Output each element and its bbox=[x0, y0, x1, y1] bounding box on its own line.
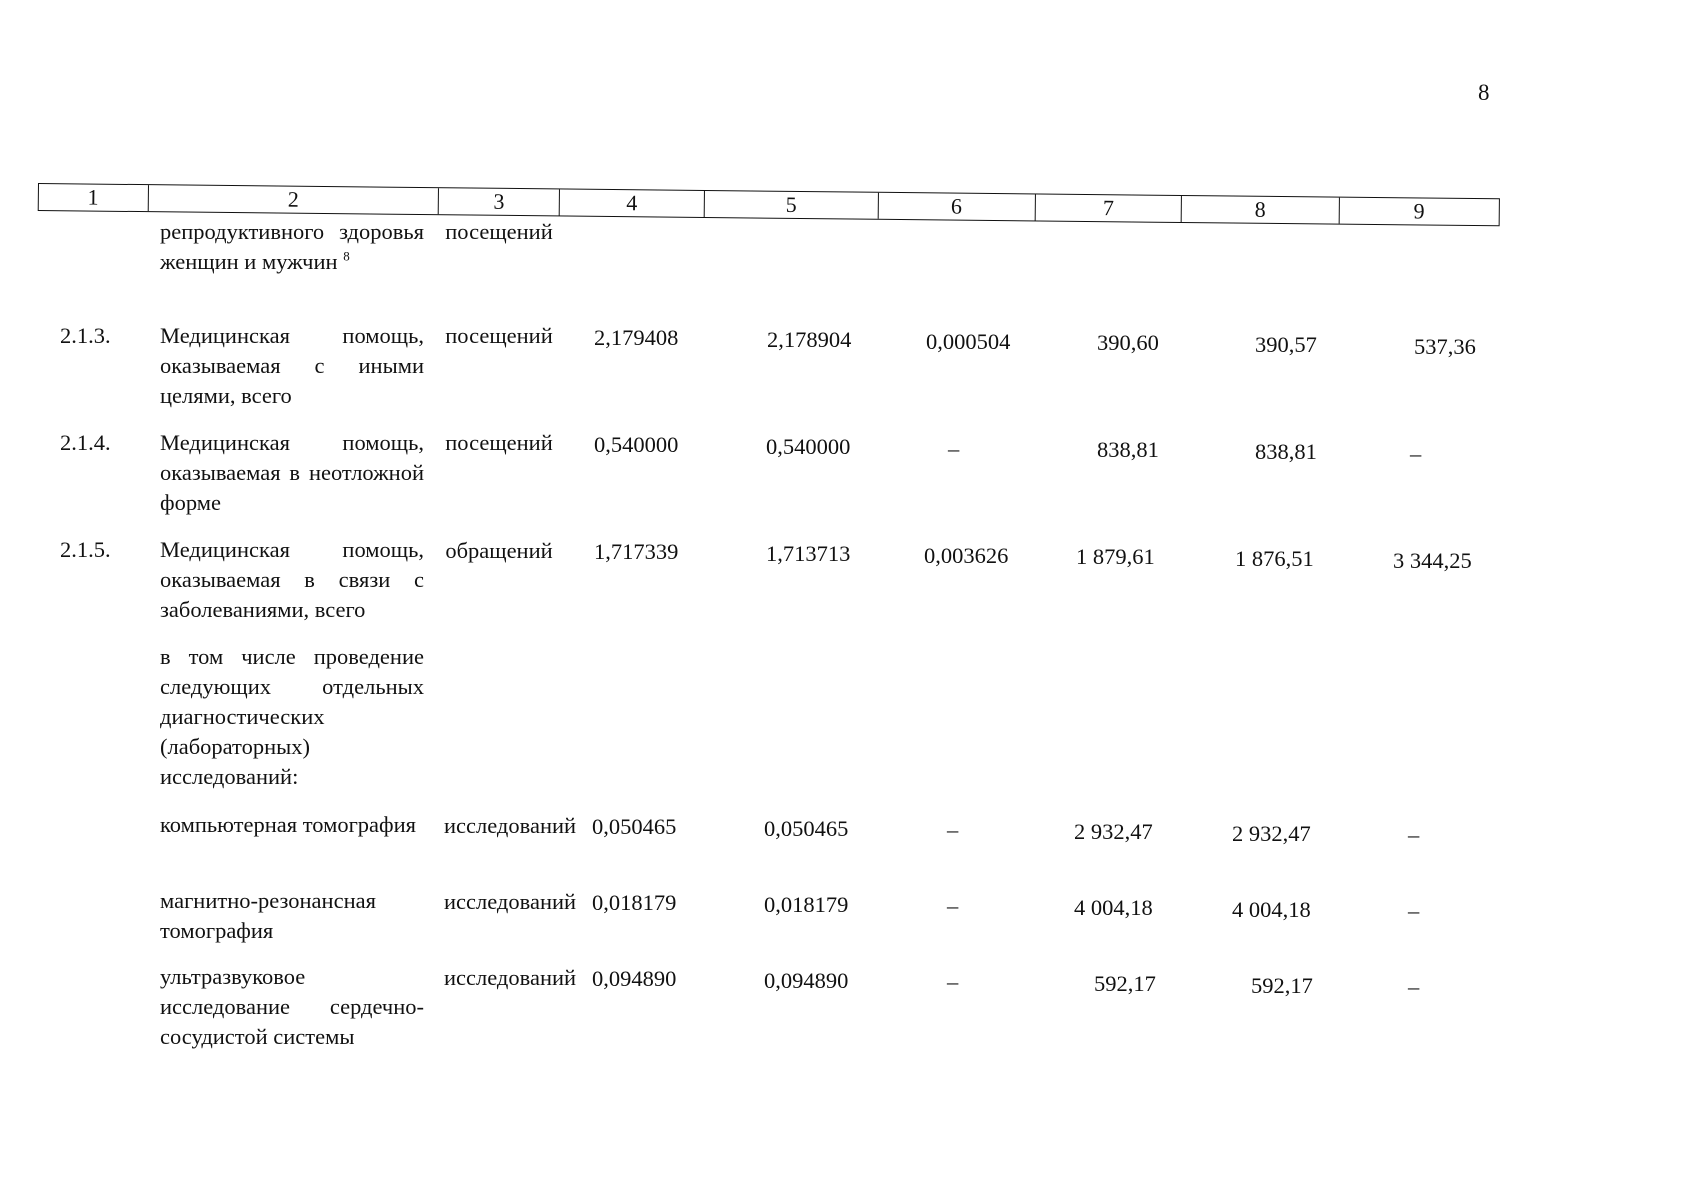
table-row-7-col6: – bbox=[947, 969, 959, 994]
header-col-7: 7 bbox=[1036, 194, 1183, 222]
table-row-5-col6: – bbox=[947, 817, 959, 842]
header-col-2: 2 bbox=[148, 185, 439, 214]
table-row-2-col8: 838,81 bbox=[1255, 439, 1317, 464]
table-row-6-col7: 4 004,18 bbox=[1074, 895, 1153, 920]
table-row-5-col9: – bbox=[1408, 822, 1420, 847]
table-row-1-code: 2.1.3. bbox=[60, 323, 111, 348]
table-row-3-unit: обращений bbox=[445, 538, 553, 563]
table-row-0-unit: посещений bbox=[445, 219, 553, 244]
table-row-2-col9: – bbox=[1410, 441, 1422, 466]
table-row-2-code: 2.1.4. bbox=[60, 430, 111, 455]
table-row-1-description: Медицинская помощь, оказываемая с иными целями, всего bbox=[160, 323, 424, 408]
table-row-1-col5: 2,178904 bbox=[767, 327, 852, 352]
table-row-3-col4: 1,717339 bbox=[594, 539, 679, 564]
table-row-3-col8: 1 876,51 bbox=[1235, 546, 1314, 571]
table-row-0-description: репродуктивного здоровья женщин и мужчин $^8$ bbox=[160, 219, 424, 274]
table-row-1-col4: 2,179408 bbox=[594, 325, 679, 350]
header-col-5: 5 bbox=[705, 191, 879, 219]
table-row-5-description: компьютерная томография bbox=[160, 812, 417, 837]
table-row-6-description: магнитно-резонансная томография bbox=[160, 888, 376, 943]
table-row-2-col6: – bbox=[948, 436, 960, 461]
table-row-7-col8: 592,17 bbox=[1251, 973, 1313, 998]
table-row-5-unit: исследований bbox=[444, 813, 577, 838]
table-row-7-unit: исследований bbox=[444, 965, 577, 990]
table-row-6-col9: – bbox=[1408, 898, 1420, 923]
table-row-3-col9: 3 344,25 bbox=[1393, 548, 1472, 573]
header-col-3: 3 bbox=[439, 188, 560, 215]
table-row-4-description: в том числе проведение следующих отдельных диагностических (лабораторных) исследований: bbox=[160, 644, 424, 789]
table-row-5-col5: 0,050465 bbox=[764, 816, 849, 841]
header-col-6: 6 bbox=[878, 193, 1036, 221]
table-row-7-description: ультразвуковое исследование сердечно-сосудистой системы bbox=[160, 964, 424, 1049]
header-col-1: 1 bbox=[39, 184, 149, 211]
header-col-9: 9 bbox=[1413, 198, 1425, 224]
footnote-ref: 8 bbox=[343, 248, 350, 264]
table-row-5-col4: 0,050465 bbox=[592, 814, 677, 839]
table-row-1-unit: посещений bbox=[445, 323, 553, 348]
table-row-6-col8: 4 004,18 bbox=[1232, 897, 1311, 922]
table-row-1-col7: 390,60 bbox=[1097, 330, 1159, 355]
table-row-7-col4: 0,094890 bbox=[592, 966, 677, 991]
table-row-1-col8: 390,57 bbox=[1255, 332, 1317, 357]
table-row-6-col4: 0,018179 bbox=[592, 890, 677, 915]
table-row-1-col9: 537,36 bbox=[1414, 334, 1476, 359]
table-row-5-col7: 2 932,47 bbox=[1074, 819, 1153, 844]
table-row-7-col5: 0,094890 bbox=[764, 968, 849, 993]
table-row-7-col9: – bbox=[1408, 974, 1420, 999]
table-row-2-unit: посещений bbox=[445, 430, 553, 455]
table-row-5-col8: 2 932,47 bbox=[1232, 821, 1311, 846]
table-row-3-code: 2.1.5. bbox=[60, 537, 111, 562]
page-number: 8 bbox=[1478, 80, 1490, 105]
table-row-2-col7: 838,81 bbox=[1097, 437, 1159, 462]
header-col-8: 8 bbox=[1182, 196, 1340, 224]
table-row-2-description: Медицинская помощь, оказываемая в неотложной форме bbox=[160, 430, 424, 515]
table-row-3-col7: 1 879,61 bbox=[1076, 544, 1155, 569]
table-row-7-col7: 592,17 bbox=[1094, 971, 1156, 996]
table-row-2-col4: 0,540000 bbox=[594, 432, 679, 457]
table-row-3-description: Медицинская помощь, оказываемая в связи с заболеваниями, всего bbox=[160, 537, 424, 622]
table-row-6-unit: исследований bbox=[444, 889, 577, 914]
table-row-1-col6: 0,000504 bbox=[926, 329, 1011, 354]
header-col-4: 4 bbox=[560, 189, 706, 217]
table-row-3-col6: 0,003626 bbox=[924, 543, 1009, 568]
table-row-3-col5: 1,713713 bbox=[766, 541, 851, 566]
table-row-6-col5: 0,018179 bbox=[764, 892, 849, 917]
table-row-6-col6: – bbox=[947, 893, 959, 918]
table-row-2-col5: 0,540000 bbox=[766, 434, 851, 459]
